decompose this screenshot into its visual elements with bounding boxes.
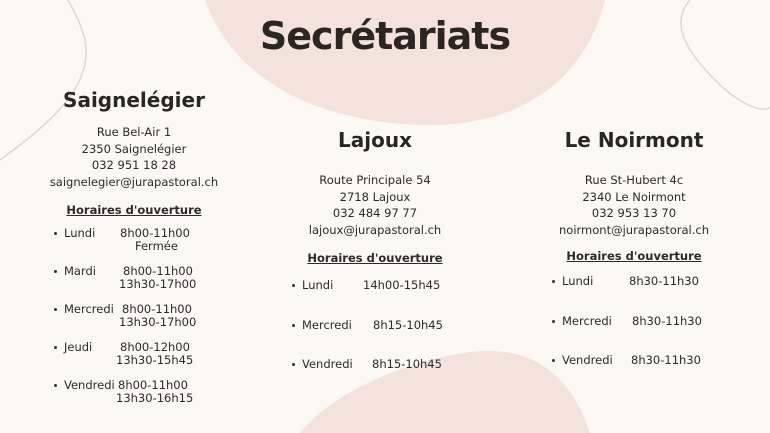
street: Rue Bel-Air 1	[96, 125, 172, 139]
list-item	[302, 279, 455, 292]
address-block	[554, 172, 714, 238]
day-label: Vendredi	[302, 357, 353, 371]
list-item	[64, 265, 224, 290]
postal-city: 2350 Saignelégier	[81, 141, 187, 156]
time-range: 8h30-11h30	[629, 274, 699, 288]
email-link[interactable]: saignelegier@jurapastoral.ch	[49, 174, 219, 189]
schedule-list	[302, 279, 455, 371]
list-item	[302, 319, 455, 332]
time-range: 8h00-11h00	[123, 264, 193, 278]
time-range: 8h15-10h45	[372, 357, 442, 371]
list-item	[64, 227, 224, 252]
time-range: 8h00-12h00	[120, 340, 190, 354]
location-le-noirmont	[554, 128, 714, 367]
list-item	[64, 379, 224, 404]
day-label: Jeudi	[64, 340, 93, 354]
address-block	[44, 124, 224, 190]
list-item	[562, 354, 714, 367]
time-range-2: 13h30-15h45	[116, 352, 194, 367]
day-label: Lundi	[64, 226, 96, 240]
time-range: 8h30-11h30	[632, 313, 702, 328]
hours-heading: Horaires d'ouverture	[307, 251, 443, 265]
list-item	[64, 341, 224, 366]
phone: 032 953 13 70	[591, 206, 677, 220]
day-label: Lundi	[562, 274, 594, 288]
time-range: 8h15-10h45	[373, 317, 443, 332]
street: Route Principale 54	[319, 173, 431, 187]
address-block	[295, 172, 455, 238]
list-item	[562, 275, 714, 288]
hours-heading: Horaires d'ouverture	[566, 249, 702, 263]
time-range-2: 13h30-16h15	[116, 390, 194, 405]
email-link[interactable]: lajoux@jurapastoral.ch	[308, 222, 442, 237]
day-label: Mercredi	[64, 302, 114, 316]
day-label: Mercredi	[302, 317, 352, 332]
location-name: Lajoux	[338, 128, 412, 152]
list-item	[64, 303, 224, 328]
email-link[interactable]: noirmont@jurapastoral.ch	[559, 222, 709, 237]
postal-city: 2718 Lajoux	[339, 189, 411, 204]
time-range: 8h30-11h30	[631, 353, 701, 367]
day-label: Vendredi	[562, 353, 613, 367]
location-name: Le Noirmont	[564, 128, 704, 152]
hours-heading: Horaires d'ouverture	[66, 203, 202, 217]
schedule-list	[64, 227, 224, 404]
page-title: Secrétariats	[259, 14, 511, 58]
day-label: Vendredi	[64, 378, 115, 392]
location-name: Saignelégier	[63, 88, 205, 112]
schedule-list	[562, 275, 714, 367]
list-item	[562, 315, 714, 328]
time-range: 14h00-15h45	[363, 278, 441, 292]
time-range: 8h00-11h00	[120, 226, 190, 240]
time-range-2: 13h30-17h00	[119, 276, 197, 291]
phone: 032 484 97 77	[332, 206, 418, 220]
time-range: 8h00-11h00	[118, 378, 188, 392]
day-label: Lundi	[302, 278, 334, 292]
street: Rue St-Hubert 4c	[584, 173, 684, 187]
phone: 032 951 18 28	[91, 158, 177, 172]
time-range-2: 13h30-17h00	[119, 314, 197, 329]
location-lajoux	[295, 128, 455, 371]
time-range: 8h00-11h00	[122, 302, 192, 316]
location-saignelegier	[44, 88, 224, 404]
postal-city: 2340 Le Noirmont	[582, 189, 686, 204]
time-range-2: Fermée	[135, 238, 178, 253]
list-item	[302, 358, 455, 371]
day-label: Mardi	[64, 264, 96, 278]
day-label: Mercredi	[562, 313, 612, 328]
